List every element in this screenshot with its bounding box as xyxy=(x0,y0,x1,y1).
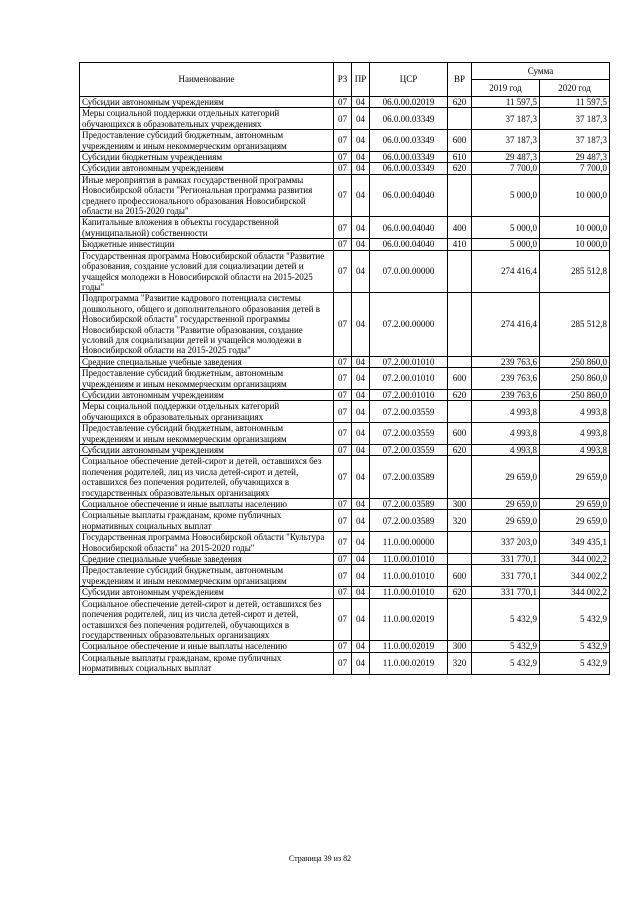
header-pr: ПР xyxy=(352,63,370,97)
row-rz: 07 xyxy=(334,174,352,217)
row-name: Государственная программа Новосибирской области "Культура Новосибирской области" на 2015-2020 годы" xyxy=(80,532,334,554)
row-vr xyxy=(448,456,472,499)
table-row xyxy=(80,368,610,390)
row-rz: 07 xyxy=(334,130,352,152)
row-sum-2019: 4 993,8 xyxy=(472,445,540,456)
row-rz: 07 xyxy=(334,108,352,130)
row-csr: 11.0.00.01010 xyxy=(370,554,448,565)
row-sum-2020: 11 597,5 xyxy=(540,97,610,108)
table-row xyxy=(80,293,610,356)
row-csr: 06.0.00.02019 xyxy=(370,97,448,108)
row-sum-2019: 11 597,5 xyxy=(472,97,540,108)
row-sum-2019: 37 187,3 xyxy=(472,130,540,152)
row-pr: 04 xyxy=(352,510,370,532)
row-sum-2020: 344 002,2 xyxy=(540,554,610,565)
row-pr: 04 xyxy=(352,565,370,587)
row-pr: 04 xyxy=(352,445,370,456)
row-rz: 07 xyxy=(334,587,352,598)
row-sum-2019: 274 416,4 xyxy=(472,293,540,356)
row-name: Социальное обеспечение и иные выплаты населению xyxy=(80,641,334,652)
table-row xyxy=(80,401,610,423)
page-number: Страница 39 из 82 xyxy=(288,854,352,863)
row-name: Предоставление субсидий бюджетным, автономным учреждениям и иным некоммерческим организациям xyxy=(80,130,334,152)
row-vr: 320 xyxy=(448,510,472,532)
table-body xyxy=(80,63,610,675)
row-csr: 07.2.00.03559 xyxy=(370,445,448,456)
table-row xyxy=(80,554,610,565)
row-csr: 11.0.00.01010 xyxy=(370,587,448,598)
row-rz: 07 xyxy=(334,217,352,239)
budget-table xyxy=(79,62,610,675)
row-vr xyxy=(448,401,472,423)
table-row xyxy=(80,565,610,587)
table-row xyxy=(80,389,610,400)
row-vr: 400 xyxy=(448,217,472,239)
row-rz: 07 xyxy=(334,652,352,674)
row-pr: 04 xyxy=(352,293,370,356)
row-csr: 07.2.00.01010 xyxy=(370,356,448,367)
row-sum-2020: 10 000,0 xyxy=(540,174,610,217)
row-csr: 06.0.00.04040 xyxy=(370,217,448,239)
row-pr: 04 xyxy=(352,174,370,217)
row-name: Бюджетные инвестиции xyxy=(80,239,334,250)
row-rz: 07 xyxy=(334,641,352,652)
row-rz: 07 xyxy=(334,532,352,554)
row-rz: 07 xyxy=(334,565,352,587)
table-row xyxy=(80,423,610,445)
header-csr: ЦСР xyxy=(370,63,448,97)
row-sum-2020: 4 993,8 xyxy=(540,445,610,456)
table-row xyxy=(80,499,610,510)
row-vr: 620 xyxy=(448,445,472,456)
row-csr: 07.2.00.00000 xyxy=(370,293,448,356)
row-name: Подпрограмма "Развитие кадрового потенциала системы дошкольного, общего и дополнительного образования детей в Новосибирской области" государственной программы Новосибирской области "Развитие образования, создание условий для социализации детей и учащейся молодежи в Новосибирской области на 2015-2025 годы" xyxy=(80,293,334,356)
row-rz: 07 xyxy=(334,97,352,108)
row-name: Социальное обеспечение детей-сирот и детей, оставшихся без попечения родителей, лиц из числа детей-сирот и детей, оставшихся без попечения родителей, обучающихся в государственных образовательных организациях xyxy=(80,456,334,499)
row-sum-2020: 29 659,0 xyxy=(540,456,610,499)
row-rz: 07 xyxy=(334,456,352,499)
row-sum-2020: 250 860,0 xyxy=(540,356,610,367)
row-sum-2020: 344 002,2 xyxy=(540,587,610,598)
row-vr: 620 xyxy=(448,97,472,108)
row-sum-2019: 29 659,0 xyxy=(472,456,540,499)
row-sum-2019: 4 993,8 xyxy=(472,423,540,445)
table-row xyxy=(80,456,610,499)
table-row xyxy=(80,130,610,152)
row-rz: 07 xyxy=(334,152,352,163)
row-rz: 07 xyxy=(334,389,352,400)
row-sum-2020: 5 432,9 xyxy=(540,652,610,674)
table-row xyxy=(80,108,610,130)
table-row xyxy=(80,174,610,217)
row-sum-2019: 5 000,0 xyxy=(472,174,540,217)
row-csr: 11.0.00.02019 xyxy=(370,641,448,652)
row-sum-2020: 250 860,0 xyxy=(540,368,610,390)
row-name: Субсидии бюджетным учреждениям xyxy=(80,152,334,163)
row-sum-2019: 331 770,1 xyxy=(472,554,540,565)
row-sum-2019: 37 187,3 xyxy=(472,108,540,130)
row-csr: 11.0.00.01010 xyxy=(370,565,448,587)
row-sum-2020: 4 993,8 xyxy=(540,401,610,423)
row-sum-2019: 5 000,0 xyxy=(472,217,540,239)
row-name: Социальное обеспечение и иные выплаты населению xyxy=(80,499,334,510)
row-sum-2020: 10 000,0 xyxy=(540,217,610,239)
table-row xyxy=(80,652,610,674)
row-csr: 07.2.00.01010 xyxy=(370,368,448,390)
row-pr: 04 xyxy=(352,598,370,641)
row-vr: 600 xyxy=(448,130,472,152)
row-vr: 600 xyxy=(448,368,472,390)
row-csr: 06.0.00.03349 xyxy=(370,130,448,152)
row-csr: 11.0.00.02019 xyxy=(370,598,448,641)
row-sum-2019: 239 763,6 xyxy=(472,389,540,400)
row-csr: 07.2.00.03589 xyxy=(370,510,448,532)
row-pr: 04 xyxy=(352,356,370,367)
row-name: Средние специальные учебные заведения xyxy=(80,554,334,565)
row-sum-2020: 29 659,0 xyxy=(540,499,610,510)
row-sum-2020: 349 435,1 xyxy=(540,532,610,554)
header-year-2020: 2020 год xyxy=(540,80,610,97)
row-sum-2020: 37 187,3 xyxy=(540,108,610,130)
row-pr: 04 xyxy=(352,108,370,130)
row-name: Социальные выплаты гражданам, кроме публичных нормативных социальных выплат xyxy=(80,652,334,674)
row-csr: 07.2.00.03559 xyxy=(370,423,448,445)
row-csr: 07.2.00.03589 xyxy=(370,456,448,499)
row-pr: 04 xyxy=(352,423,370,445)
row-sum-2019: 5 432,9 xyxy=(472,641,540,652)
row-pr: 04 xyxy=(352,499,370,510)
row-csr: 06.0.00.04040 xyxy=(370,239,448,250)
row-pr: 04 xyxy=(352,587,370,598)
row-vr: 410 xyxy=(448,239,472,250)
row-name: Меры социальной поддержки отдельных категорий обучающихся в образовательных учреждениях xyxy=(80,108,334,130)
row-rz: 07 xyxy=(334,293,352,356)
table-row xyxy=(80,250,610,293)
row-pr: 04 xyxy=(352,163,370,174)
row-sum-2019: 29 659,0 xyxy=(472,499,540,510)
row-sum-2019: 29 659,0 xyxy=(472,510,540,532)
row-rz: 07 xyxy=(334,239,352,250)
table-row xyxy=(80,587,610,598)
row-name: Социальное обеспечение детей-сирот и детей, оставшихся без попечения родителей, лиц из числа детей-сирот и детей, оставшихся без попечения родителей, обучающихся в государственных образовательных организациях xyxy=(80,598,334,641)
row-name: Предоставление субсидий бюджетным, автономным учреждениям и иным некоммерческим организациям xyxy=(80,423,334,445)
row-pr: 04 xyxy=(352,217,370,239)
row-pr: 04 xyxy=(352,250,370,293)
table-row xyxy=(80,445,610,456)
row-csr: 07.2.00.03559 xyxy=(370,401,448,423)
row-name: Предоставление субсидий бюджетным, автономным учреждениям и иным некоммерческим организациям xyxy=(80,565,334,587)
row-vr: 600 xyxy=(448,565,472,587)
table-row xyxy=(80,239,610,250)
table-row xyxy=(80,510,610,532)
row-pr: 04 xyxy=(352,532,370,554)
row-rz: 07 xyxy=(334,250,352,293)
row-csr: 06.0.00.03349 xyxy=(370,108,448,130)
row-sum-2019: 239 763,6 xyxy=(472,356,540,367)
row-sum-2020: 5 432,9 xyxy=(540,641,610,652)
row-sum-2020: 10 000,0 xyxy=(540,239,610,250)
row-name: Иные мероприятия в рамках государственной программы Новосибирской области "Региональная программа развития среднего профессионального образования Новосибирской области на 2015-2020 годы" xyxy=(80,174,334,217)
row-sum-2019: 5 432,9 xyxy=(472,652,540,674)
row-sum-2019: 331 770,1 xyxy=(472,565,540,587)
row-pr: 04 xyxy=(352,456,370,499)
row-name: Субсидии автономным учреждениям xyxy=(80,97,334,108)
row-vr xyxy=(448,293,472,356)
row-sum-2019: 5 000,0 xyxy=(472,239,540,250)
row-vr xyxy=(448,532,472,554)
row-name: Государственная программа Новосибирской области "Развитие образования, создание условий для социализации детей и учащейся молодежи в Новосибирской области на 2015-2025 годы" xyxy=(80,250,334,293)
row-vr: 300 xyxy=(448,641,472,652)
row-csr: 07.0.00.00000 xyxy=(370,250,448,293)
row-pr: 04 xyxy=(352,389,370,400)
row-sum-2019: 274 416,4 xyxy=(472,250,540,293)
table-row xyxy=(80,598,610,641)
row-sum-2019: 4 993,8 xyxy=(472,401,540,423)
row-sum-2020: 285 512,8 xyxy=(540,250,610,293)
row-pr: 04 xyxy=(352,239,370,250)
table-row xyxy=(80,163,610,174)
row-vr xyxy=(448,250,472,293)
row-sum-2020: 29 487,3 xyxy=(540,152,610,163)
row-csr: 06.0.00.04040 xyxy=(370,174,448,217)
row-sum-2020: 285 512,8 xyxy=(540,293,610,356)
row-pr: 04 xyxy=(352,368,370,390)
row-rz: 07 xyxy=(334,499,352,510)
row-sum-2020: 4 993,8 xyxy=(540,423,610,445)
row-rz: 07 xyxy=(334,423,352,445)
row-rz: 07 xyxy=(334,510,352,532)
row-name: Субсидии автономным учреждениям xyxy=(80,587,334,598)
row-sum-2019: 5 432,9 xyxy=(472,598,540,641)
row-csr: 07.2.00.03589 xyxy=(370,499,448,510)
row-name: Капитальные вложения в объекты государственной (муниципальной) собственности xyxy=(80,217,334,239)
table-row xyxy=(80,532,610,554)
row-sum-2020: 7 700,0 xyxy=(540,163,610,174)
row-vr: 620 xyxy=(448,163,472,174)
table-row xyxy=(80,641,610,652)
row-rz: 07 xyxy=(334,368,352,390)
row-vr xyxy=(448,356,472,367)
header-rz: РЗ xyxy=(334,63,352,97)
row-rz: 07 xyxy=(334,163,352,174)
row-pr: 04 xyxy=(352,652,370,674)
row-sum-2020: 250 860,0 xyxy=(540,389,610,400)
row-vr xyxy=(448,174,472,217)
row-csr: 06.0.00.03349 xyxy=(370,163,448,174)
row-csr: 07.2.00.01010 xyxy=(370,389,448,400)
row-vr xyxy=(448,554,472,565)
row-vr: 600 xyxy=(448,423,472,445)
row-rz: 07 xyxy=(334,445,352,456)
row-pr: 04 xyxy=(352,97,370,108)
header-vr: ВР xyxy=(448,63,472,97)
row-csr: 11.0.00.02019 xyxy=(370,652,448,674)
header-sum: Сумма xyxy=(472,63,610,80)
row-sum-2020: 37 187,3 xyxy=(540,130,610,152)
table-row xyxy=(80,152,610,163)
row-rz: 07 xyxy=(334,401,352,423)
row-rz: 07 xyxy=(334,356,352,367)
row-sum-2020: 5 432,9 xyxy=(540,598,610,641)
row-rz: 07 xyxy=(334,554,352,565)
row-name: Субсидии автономным учреждениям xyxy=(80,389,334,400)
row-pr: 04 xyxy=(352,641,370,652)
row-pr: 04 xyxy=(352,152,370,163)
row-sum-2019: 7 700,0 xyxy=(472,163,540,174)
row-rz: 07 xyxy=(334,598,352,641)
row-csr: 06.0.00.03349 xyxy=(370,152,448,163)
row-vr: 620 xyxy=(448,389,472,400)
row-sum-2019: 331 770,1 xyxy=(472,587,540,598)
row-sum-2020: 344 002,2 xyxy=(540,565,610,587)
row-pr: 04 xyxy=(352,554,370,565)
row-name: Предоставление субсидий бюджетным, автономным учреждениям и иным некоммерческим организациям xyxy=(80,368,334,390)
header-year-2019: 2019 год xyxy=(472,80,540,97)
row-name: Социальные выплаты гражданам, кроме публичных нормативных социальных выплат xyxy=(80,510,334,532)
header-name: Наименование xyxy=(80,63,334,97)
row-vr xyxy=(448,108,472,130)
row-vr: 620 xyxy=(448,587,472,598)
row-vr xyxy=(448,598,472,641)
row-sum-2019: 29 487,3 xyxy=(472,152,540,163)
row-name: Средние специальные учебные заведения xyxy=(80,356,334,367)
table-row xyxy=(80,217,610,239)
table-header-row xyxy=(80,63,610,80)
row-vr: 610 xyxy=(448,152,472,163)
row-sum-2020: 29 659,0 xyxy=(540,510,610,532)
row-sum-2019: 337 203,0 xyxy=(472,532,540,554)
row-name: Субсидии автономным учреждениям xyxy=(80,445,334,456)
row-name: Меры социальной поддержки отдельных категорий обучающихся в образовательных организациях xyxy=(80,401,334,423)
row-name: Субсидии автономным учреждениям xyxy=(80,163,334,174)
row-vr: 300 xyxy=(448,499,472,510)
row-vr: 320 xyxy=(448,652,472,674)
row-csr: 11.0.00.00000 xyxy=(370,532,448,554)
row-pr: 04 xyxy=(352,130,370,152)
table-row xyxy=(80,356,610,367)
table-row xyxy=(80,97,610,108)
row-pr: 04 xyxy=(352,401,370,423)
row-sum-2019: 239 763,6 xyxy=(472,368,540,390)
